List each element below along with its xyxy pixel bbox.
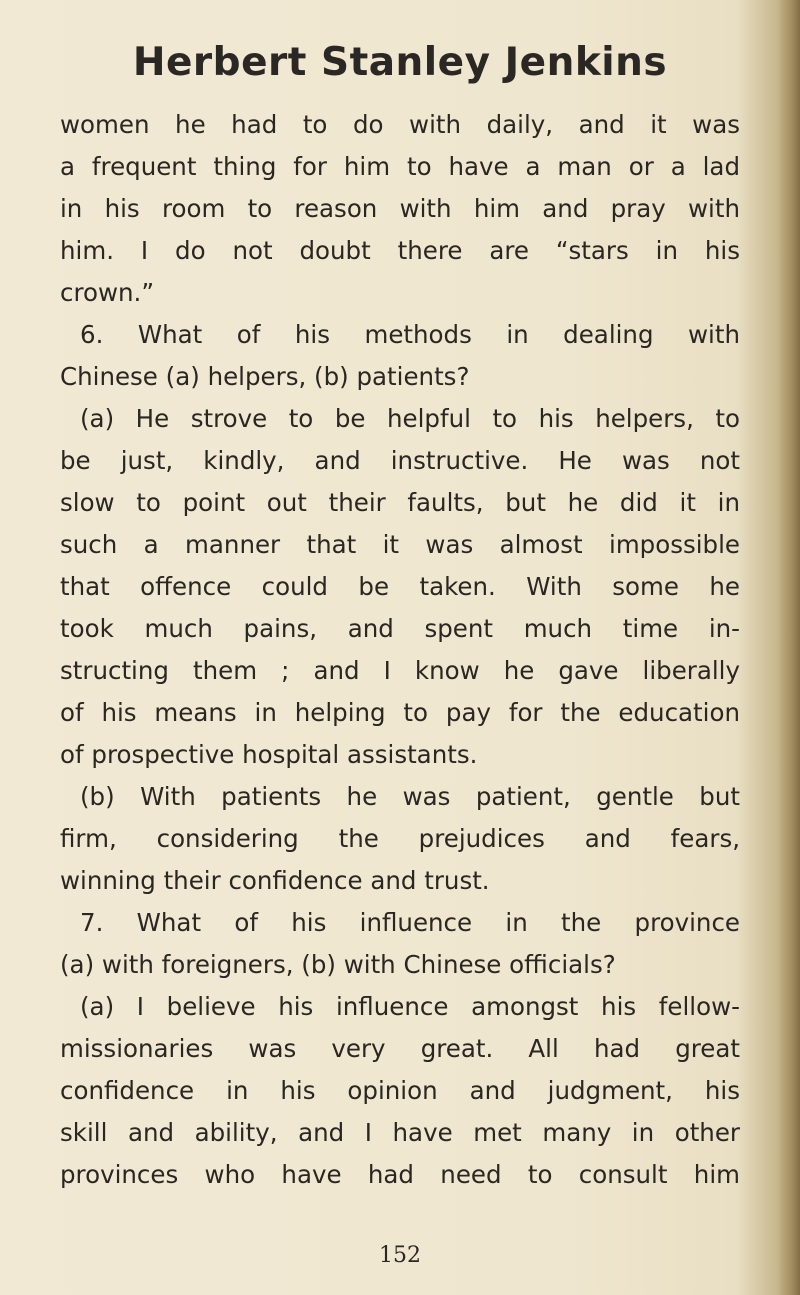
text-line: structing them ; and I know he gave liberally	[60, 656, 740, 685]
text-line: of prospective hospital assistants.	[60, 740, 478, 769]
text-line: (a) with foreigners, (b) with Chinese officials?	[60, 950, 616, 979]
text-line: (b) With patients he was patient, gentle but	[80, 782, 740, 811]
text-line: provinces who have had need to consult him	[60, 1160, 740, 1189]
page-number: 152	[379, 1243, 421, 1268]
body-text	[60, 104, 740, 1196]
running-head: Herbert Stanley Jenkins	[132, 40, 668, 85]
text-line: in his room to reason with him and pray with	[60, 194, 740, 223]
text-line: such a manner that it was almost impossible	[60, 530, 740, 559]
text-line: of his means in helping to pay for the education	[60, 698, 740, 727]
text-line: firm, considering the prejudices and fears,	[60, 824, 740, 853]
text-line: that offence could be taken. With some he	[60, 572, 740, 601]
text-line: winning their confidence and trust.	[60, 866, 490, 895]
text-line: (a) I believe his influence amongst his fellow-	[80, 992, 740, 1021]
text-line: took much pains, and spent much time in-	[60, 614, 740, 643]
text-line: a frequent thing for him to have a man or a lad	[60, 152, 740, 181]
text-line: be just, kindly, and instructive. He was not	[60, 446, 740, 475]
text-line: confidence in his opinion and judgment, his	[60, 1076, 740, 1105]
text-line: crown.”	[60, 278, 155, 307]
text-line: 6. What of his methods in dealing with	[80, 320, 740, 349]
text-line: Chinese (a) helpers, (b) patients?	[60, 362, 470, 391]
text-line: women he had to do with daily, and it was	[60, 110, 740, 139]
text-line: 7. What of his influence in the province	[80, 908, 740, 937]
text-line: skill and ability, and I have met many in other	[60, 1118, 740, 1147]
text-line: him. I do not doubt there are “stars in his	[60, 236, 740, 265]
page-edge-shadow	[778, 0, 800, 1295]
text-line: missionaries was very great. All had great	[60, 1034, 740, 1063]
text-line: (a) He strove to be helpful to his helpers, to	[80, 404, 740, 433]
text-line: slow to point out their faults, but he did it in	[60, 488, 740, 517]
